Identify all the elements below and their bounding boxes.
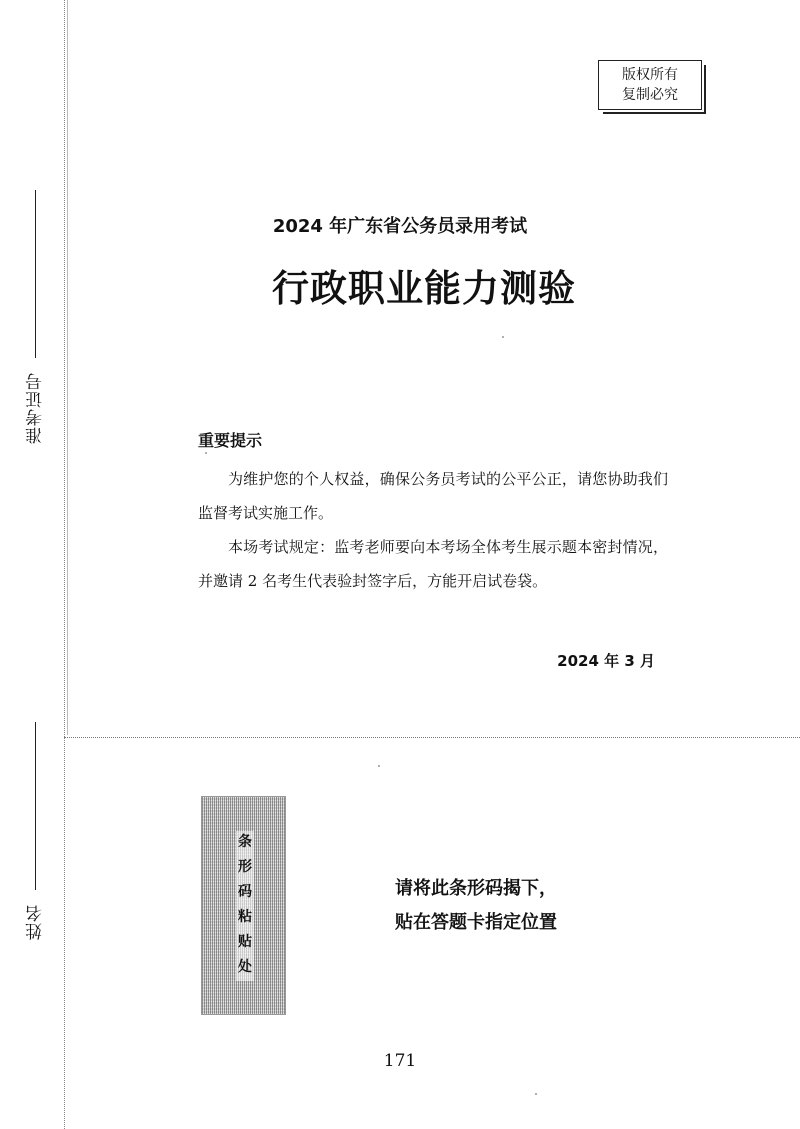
barcode-label — [232, 831, 258, 981]
notice-paragraph-1: 为维护您的个人权益，确保公务员考试的公平公正，请您协助我们监督考试实施工作。 — [198, 470, 668, 522]
page-number: 171 — [383, 1051, 417, 1071]
scan-speck — [378, 765, 380, 767]
scan-speck — [502, 336, 504, 338]
barcode-sticker[interactable] — [201, 796, 286, 1015]
notice-paragraph-2: 本场考试规定：监考老师要向本考场全体考生展示题本密封情况，并邀请 2 名考生代表验封签字后，方能开启试卷袋。 — [198, 538, 668, 590]
exam-subtitle: 2024 年广东省公务员录用考试 — [272, 216, 528, 237]
exam-title: 行政职业能力测验 — [272, 266, 576, 310]
barcode-instruction — [395, 872, 557, 940]
barcode-char: 形 — [236, 856, 254, 881]
scan-speck — [205, 452, 207, 454]
barcode-char: 处 — [236, 956, 254, 981]
barcode-char: 粘 — [236, 906, 254, 931]
tear-line — [64, 737, 800, 738]
barcode-char: 贴 — [236, 931, 254, 956]
exam-id-label: 准考证号 — [25, 372, 46, 444]
notice-heading: 重要提示 — [198, 431, 263, 450]
barcode-instruction-line-1: 请将此条形码揭下， — [395, 878, 557, 899]
scan-speck — [535, 1093, 537, 1095]
copyright-line-2: 复制必究 — [622, 87, 678, 103]
copyright-box — [598, 60, 702, 110]
binding-dotted-line — [64, 0, 65, 1129]
barcode-char: 条 — [236, 831, 254, 856]
barcode-char: 码 — [236, 881, 254, 906]
notice-body — [198, 462, 668, 598]
barcode-instruction-line-2: 贴在答题卡指定位置 — [395, 912, 557, 933]
binding-solid-line — [67, 0, 68, 735]
name-label: 姓名 — [25, 904, 46, 940]
notice-date: 2024 年 3 月 — [557, 652, 655, 670]
copyright-line-1: 版权所有 — [622, 67, 678, 83]
name-field[interactable] — [18, 722, 52, 940]
name-write-line[interactable] — [35, 722, 36, 890]
